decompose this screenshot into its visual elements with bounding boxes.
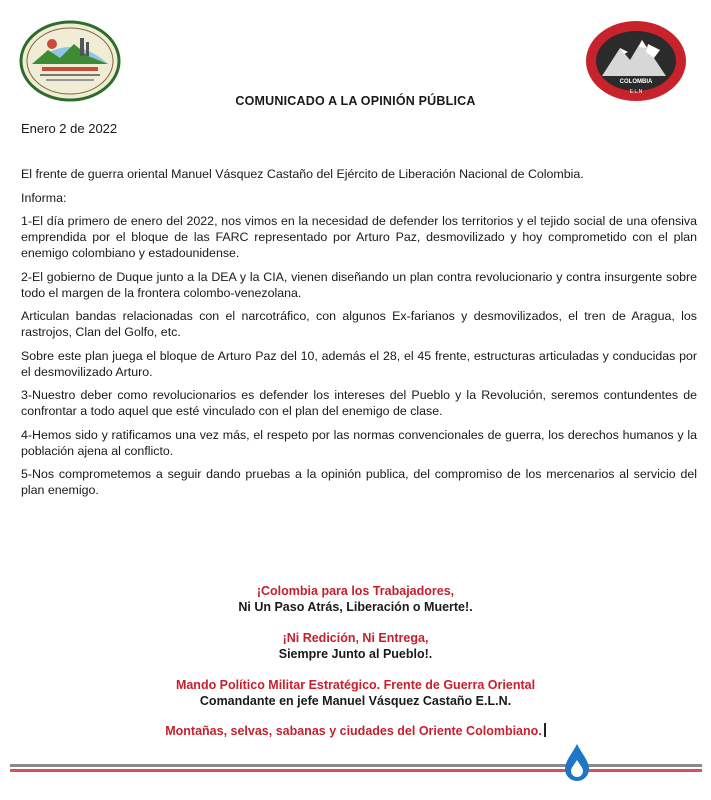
slogan-2-line-2: Siempre Junto al Pueblo!. [278,647,433,661]
slogan-2-line-1: ¡Ni Redición, Ni Entrega, [282,631,429,645]
signature-line-2: Comandante en jefe Manuel Vásquez Castaño E.L.N. [199,694,512,708]
slogan-1-line-1: ¡Colombia para los Trabajadores, [256,584,455,598]
point-3-paragraph: 3-Nuestro deber como revolucionarios es defender los intereses del Pueblo y la Revolución, seremos contundentes de confrontar a todo aquel que esté vinculado con el plan del enemigo de clase. [21,388,697,418]
left-emblem-logo [18,20,122,102]
emblem-country-text: COLOMBIA [619,79,653,85]
intro-paragraph: El frente de guerra oriental Manuel Vásquez Castaño del Ejército de Liberación Nacional de Colombia. [21,167,584,181]
region-line [0,723,711,739]
slogan-1-line-2: Ni Un Paso Atrás, Liberación o Muerte!. [238,600,473,614]
region-text: Montañas, selvas, sabanas y ciudades del Oriente Colombiano. [165,724,542,738]
water-drop-icon [562,742,592,782]
point-2-paragraph: 2-El gobierno de Duque junto a la DEA y la CIA, vienen diseñando un plan contra revolucionario y contra insurgente sobre todo el margen de la frontera colombo-venezolana. [21,269,697,300]
text-cursor-icon [544,723,546,737]
emblem-org-text: E.L.N [629,89,643,95]
document-date: Enero 2 de 2022 [21,121,118,136]
footer-band [10,764,702,774]
point-4-paragraph: 4-Hemos sido y ratificamos una vez más, el respeto por las normas convencionales de guerra, los derechos humanos y la población ajena al conflicto. [21,427,697,458]
document-title: COMUNICADO A LA OPINIÓN PÚBLICA [235,94,476,108]
informa-label: Informa: [21,190,67,205]
bands-paragraph: Articulan bandas relacionadas con el narcotráfico, con algunos Ex-farianos y desmovilizados, el tren de Aragua, los rastrojos, Clan del Golfo, etc. [21,309,697,339]
point-1-paragraph: 1-El día primero de enero del 2022, nos vimos en la necesidad de defender los territorios y el tejido social de una ofensiva emprendida por el bloque de las FARC representado por Arturo Paz, desmovilizado y hoy comprometido con el plan enemigo colombiano y estadounidense. [21,214,697,260]
eln-emblem-logo [584,20,688,102]
closing-block [0,583,711,739]
plan-paragraph: Sobre este plan juega el bloque de Arturo Paz del 10, además el 28, el 45 frente, estructuras articuladas y conducidas por el desmovilizado Arturo. [21,348,697,379]
point-5-paragraph: 5-Nos comprometemos a seguir dando pruebas a la opinión publica, del compromiso de los mercenarios al servicio del plan enemigo. [21,467,697,497]
communique-body [21,166,697,506]
signature-line-1: Mando Político Militar Estratégico. Frente de Guerra Oriental [175,678,536,692]
